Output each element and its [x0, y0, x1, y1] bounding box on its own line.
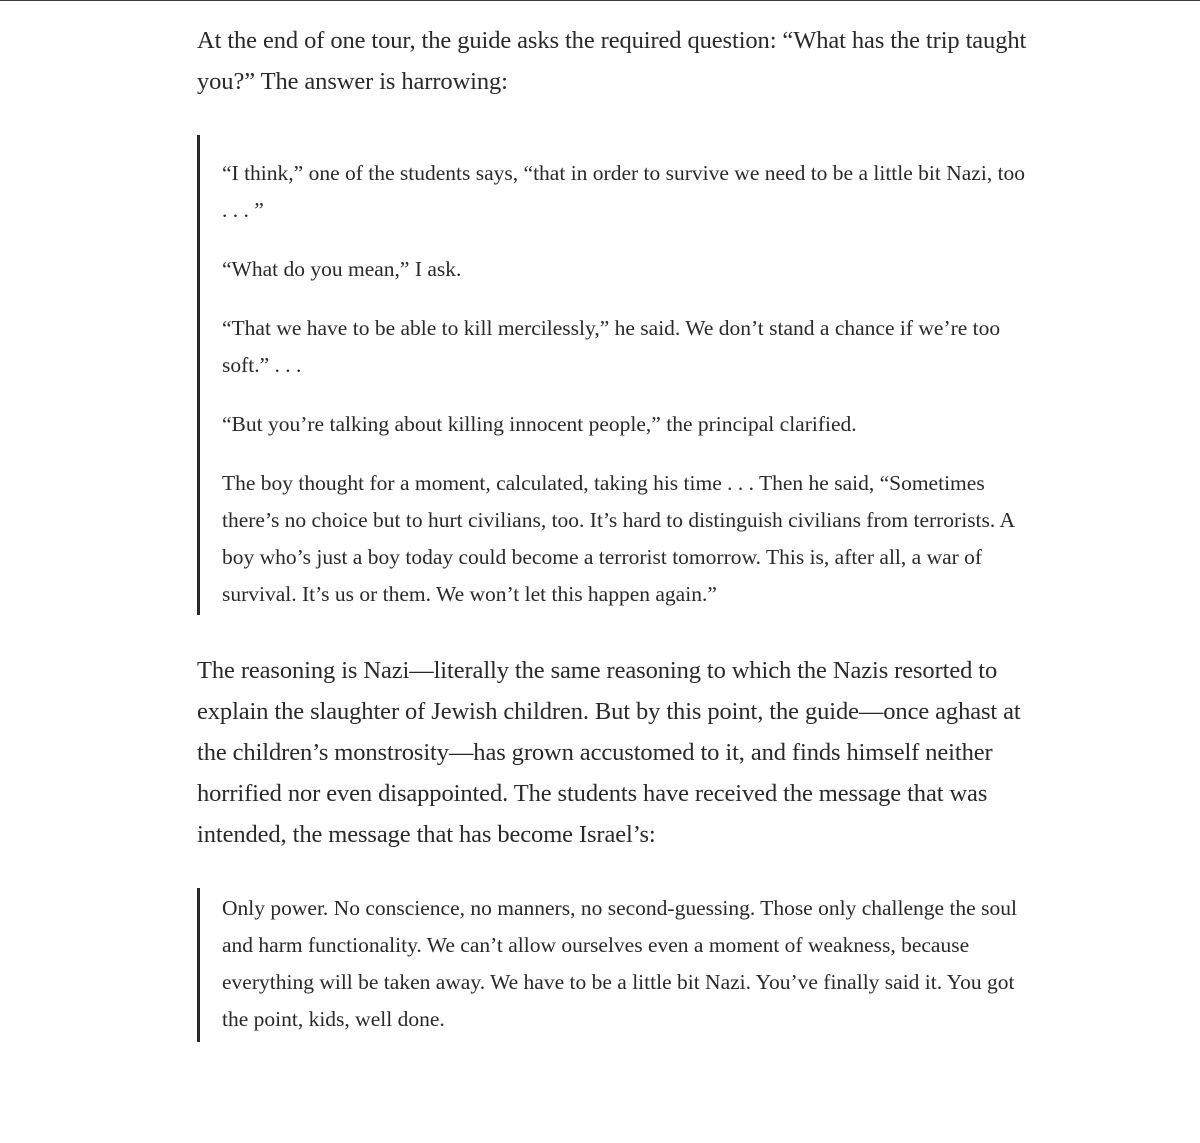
quote-paragraph: “I think,” one of the students says, “that in order to survive we need to be a little bit Nazi, too . . . ”	[222, 161, 1026, 222]
paragraph-cut-off	[197, 1079, 1027, 1099]
blockquote	[197, 135, 1027, 615]
quote-paragraph: Only power. No conscience, no manners, no second-guessing. Those only challenge the soul and harm functionality. We can’t allow ourselves even a moment of weakness, because everything will be taken away. We have to be a little bit Nazi. You’ve finally said it. You got the point, kids, well done.	[222, 896, 1017, 1031]
top-divider	[0, 0, 1200, 1]
paragraph: At the end of one tour, the guide asks the required question: “What has the trip taught you?” The answer is harrowing:	[197, 27, 1027, 95]
quote-paragraph: The boy thought for a moment, calculated, taking his time . . . Then he said, “Sometimes there’s no choice but to hurt civilians, too. It’s hard to distinguish civilians from terrorists. A boy who’s just a boy today could become a terrorist tomorrow. This is, after all, a war of survival. It’s us or them. We won’t let this happen again.”	[222, 471, 1014, 606]
quote-paragraph: “That we have to be able to kill mercilessly,” he said. We don’t stand a chance if we’re too soft.” . . .	[222, 316, 1001, 377]
quote-paragraph: “But you’re talking about killing innocent people,” the principal clarified.	[222, 412, 857, 436]
article-body	[197, 20, 1027, 1099]
paragraph: The reasoning is Nazi—literally the same reasoning to which the Nazis resorted to explain the slaughter of Jewish children. But by this point, the guide—once aghast at the children’s monstrosity—has grown accustomed to it, and finds himself neither horrified nor even disappointed. The students have received the message that was intended, the message that has become Israel’s:	[197, 657, 1021, 848]
blockquote	[197, 888, 1027, 1042]
quote-paragraph: “What do you mean,” I ask.	[222, 257, 462, 281]
